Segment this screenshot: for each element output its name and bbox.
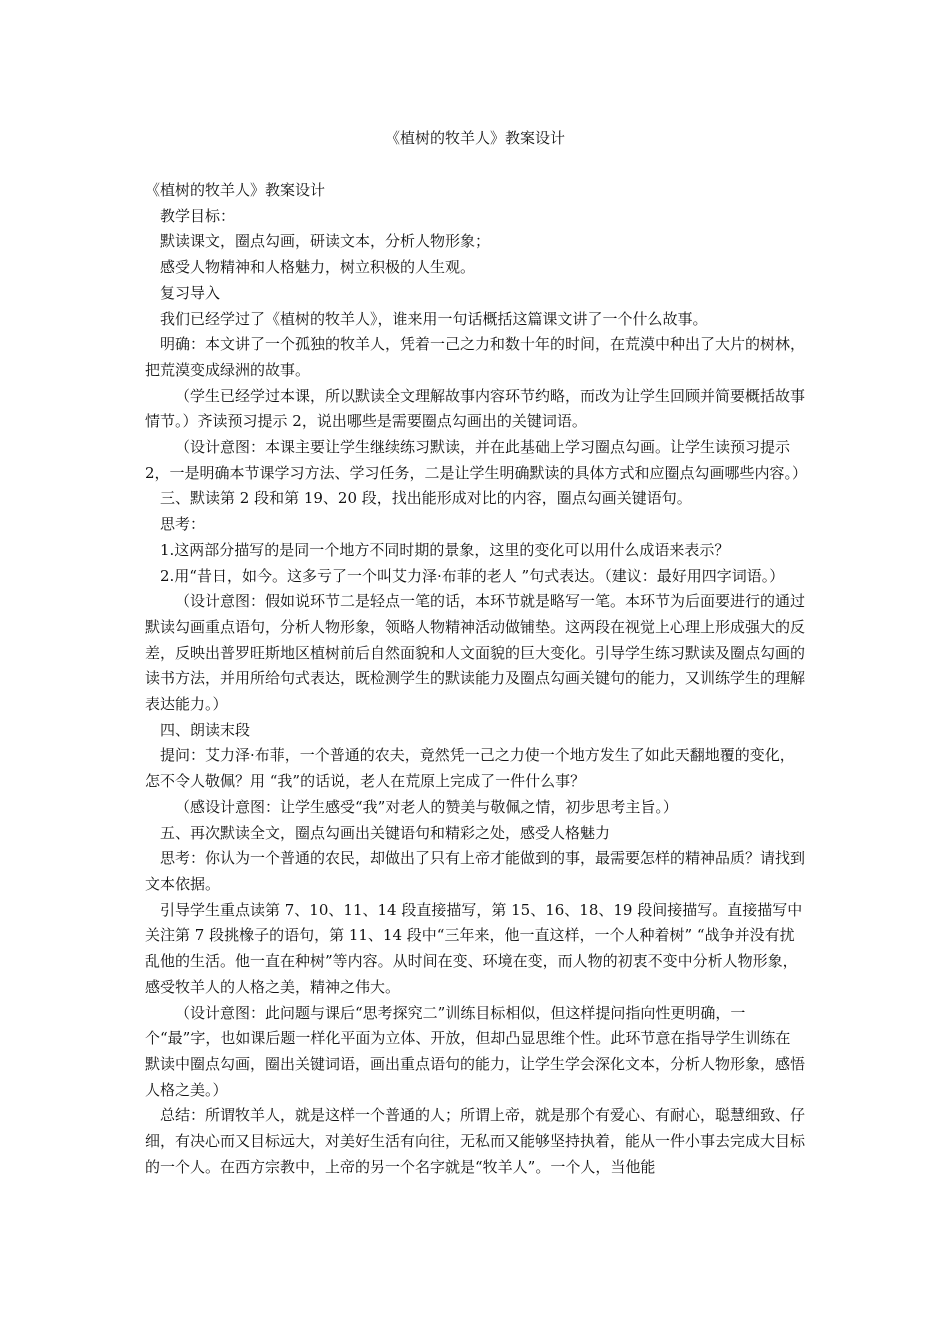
paragraph: 引导学生重点读第 7、10、11、14 段直接描写，第 15、16、18、19 段间接描写。直接描写中关注第 7 段挑橡子的语句，第 11、14 段中“三年来，他一直这样，一个人种着树” “战争并没有扰乱他的生活。他一直在种树”等内容。从时间在变、环境在变，而人物的初衷不变中分析人物形象，感受牧羊人的人格之美，精神之伟大。 xyxy=(145,900,803,996)
paragraph: 思考：你认为一个普通的农民，却做出了只有上帝才能做到的事，最需要怎样的精神品质？请找到文本依据。 xyxy=(145,849,806,893)
paragraph: 复习导入 xyxy=(160,283,221,302)
paragraph: 思考： xyxy=(160,515,206,534)
paragraph: 《植树的牧羊人》教案设计 xyxy=(145,181,326,199)
paragraph: 明确：本文讲了一个孤独的牧羊人，凭着一己之力和数十年的时间，在荒漠中种出了大片的树林，把荒漠变成绿洲的故事。 xyxy=(145,335,806,379)
paragraph: （学生已经学过本课，所以默读全文理解故事内容环节约略，而改为让学生回顾并简要概括故事情节。）齐读预习提示 2，说出哪些是需要圈点勾画出的关键词语。 xyxy=(145,386,806,431)
paragraph: 1.这两部分描写的是同一个地方不同时期的景象，这里的变化可以用什么成语来表示？ xyxy=(160,540,730,559)
paragraph: 默读课文，圈点勾画，研读文本，分析人物形象； xyxy=(160,232,491,251)
paragraph: 2.用“昔日，如今。这多亏了一个叫艾力泽·布菲的老人 ”句式表达。（建议：最好用四字词语。） xyxy=(160,566,785,585)
paragraph: 提问：艾力泽·布菲，一个普通的农夫，竟然凭一己之力使一个地方发生了如此天翻地覆的变化，怎不令人敬佩？用 “我”的话说，老人在荒原上完成了一件什么事？ xyxy=(145,746,795,791)
paragraph: 教学目标： xyxy=(160,206,236,225)
paragraph: 我们已经学过了《植树的牧羊人》，谁来用一句话概括这篇课文讲了一个什么故事。 xyxy=(160,309,708,328)
paragraph: 三、默读第 2 段和第 19、20 段，找出能形成对比的内容，圈点勾画关键语句。 xyxy=(160,489,692,508)
paragraph: （设计意图：此问题与课后“思考探究二”训练目标相似，但这样提问指向性更明确，一个“最”字，也如课后题一样化平面为立体、开放，但却凸显思维个性。此环节意在指导学生训练在默读中圈点勾画，圈出关键词语，画出重点语句的能力，让学生学会深化文本，分析人物形象，感悟人格之美。） xyxy=(145,1003,806,1099)
paragraph: 四、朗读末段 xyxy=(160,720,251,739)
paragraph: （设计意图：本课主要让学生继续练习默读，并在此基础上学习圈点勾画。让学生读预习提示 2，一是明确本节课学习方法、学习任务，二是让学生明确默读的具体方式和应圈点勾画哪些内容。） xyxy=(145,438,808,482)
paragraph: （设计意图：假如说环节二是轻点一笔的话，本环节就是略写一笔。本环节为后面要进行的通过默读勾画重点语句，分析人物形象，领略人物精神活动做铺垫。这两段在视觉上心理上形成强大的反差，反映出普罗旺斯地区植树前后自然面貌和人文面貌的巨大变化。引导学生练习默读及圈点勾画的读书方法，并用所给句式表达，既检测学生的默读能力及圈点勾画关键句的能力，又训练学生的理解表达能力。） xyxy=(145,592,806,714)
paragraph: 感受人物精神和人格魅力，树立积极的人生观。 xyxy=(160,258,476,277)
paragraph: （感设计意图：让学生感受“我”对老人的赞美与敬佩之情，初步思考主旨。） xyxy=(175,797,678,816)
document-title: 《植树的牧羊人》教案设计 xyxy=(384,129,565,147)
paragraph: 五、再次默读全文，圈点勾画出关键语句和精彩之处，感受人格魅力 xyxy=(160,823,611,842)
paragraph: 总结：所谓牧羊人，就是这样一个普通的人；所谓上帝，就是那个有爱心、有耐心，聪慧细致、仔细，有决心而又目标远大，对美好生活有向往，无私而又能够坚持执着，能从一件小事去完成大目标的一个人。在西方宗教中，上帝的另一个名字就是“牧羊人”。一个人，当他能 xyxy=(145,1106,806,1176)
document-body xyxy=(145,178,808,1180)
